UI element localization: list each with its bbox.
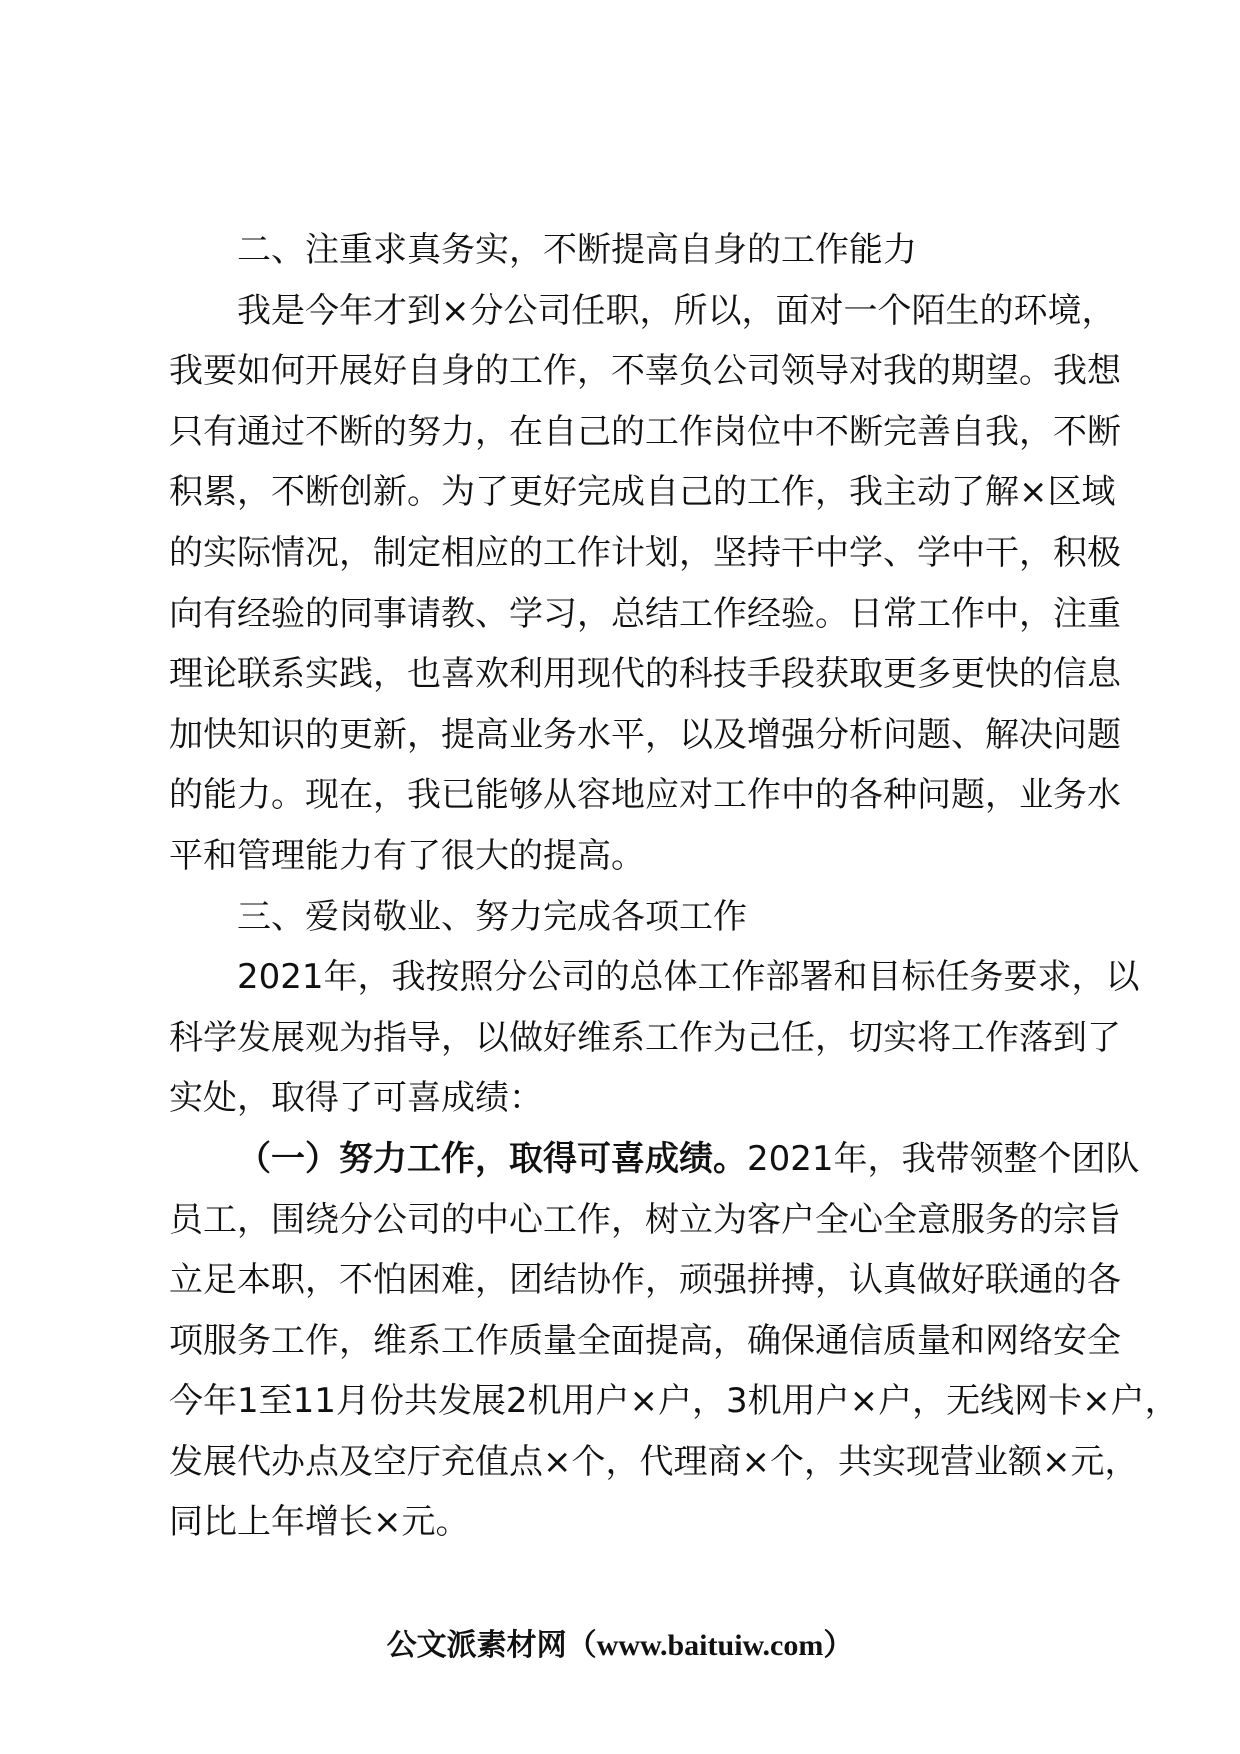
- paragraph-line: 实处，取得了可喜成绩：: [169, 1078, 543, 1119]
- paragraph-text: 2021年，我带领整个团队: [747, 1138, 1140, 1179]
- paragraph-line: 积累，不断创新。为了更好完成自己的工作，我主动了解×区域: [169, 472, 1116, 513]
- section-heading: 二、注重求真务实，不断提高自身的工作能力: [237, 230, 917, 270]
- paragraph-line: 我是今年才到×分公司任职，所以，面对一个陌生的环境，: [237, 290, 1116, 331]
- paragraph-line: [169, 1129, 1140, 1190]
- paragraph-line: 平和管理能力有了很大的提高。: [169, 835, 645, 876]
- paragraph-line: 科学发展观为指导，以做好维系工作为己任，切实将工作落到了: [169, 1017, 1121, 1058]
- paragraph-line: 同比上年增长×元。: [169, 1502, 470, 1543]
- paragraph-line: 2021年，我按照分公司的总体工作部署和目标任务要求，以: [237, 957, 1140, 998]
- paragraph-line: 立足本职，不怕困难，团结协作，顽强拼搏，认真做好联通的各: [169, 1260, 1121, 1301]
- paragraph-line: 加快知识的更新，提高业务水平，以及增强分析问题、解决问题: [169, 714, 1121, 755]
- paragraph-line: 今年1至11月份共发展2机用户×户，3机用户×户，无线网卡×户，: [169, 1381, 1179, 1422]
- paragraph-line: 理论联系实践，也喜欢利用现代的科技手段获取更多更快的信息: [169, 654, 1121, 695]
- paragraph: [169, 1129, 1179, 1553]
- paragraph-line: 的实际情况，制定相应的工作计划，坚持干中学、学中干，积极: [169, 532, 1121, 573]
- document-body: [169, 220, 1179, 1553]
- section-heading: 三、爱岗敬业、努力完成各项工作: [237, 896, 747, 937]
- paragraph: [169, 947, 1140, 1129]
- paragraph-line: 员工，围绕分公司的中心工作，树立为客户全心全意服务的宗旨: [169, 1199, 1121, 1240]
- subheading-lead: （一）努力工作，取得可喜成绩。: [237, 1138, 747, 1179]
- paragraph-line: 只有通过不断的努力，在自己的工作岗位中不断完善自我，不断: [169, 411, 1121, 452]
- paragraph-line: 项服务工作，维系工作质量全面提高，确保通信质量和网络安全: [169, 1320, 1121, 1361]
- paragraph-line: 我要如何开展好自身的工作，不辜负公司领导对我的期望。我想: [169, 351, 1121, 392]
- page-footer: 公文派素材网（www.baituiw.com）: [386, 1629, 854, 1662]
- paragraph-line: 的能力。现在，我已能够从容地应对工作中的各种问题，业务水: [169, 775, 1121, 816]
- paragraph-line: 发展代办点及空厅充值点×个，代理商×个，共实现营业额×元，: [169, 1441, 1139, 1482]
- paragraph: [169, 281, 1129, 887]
- paragraph-line: 向有经验的同事请教、学习，总结工作经验。日常工作中，注重: [169, 593, 1121, 634]
